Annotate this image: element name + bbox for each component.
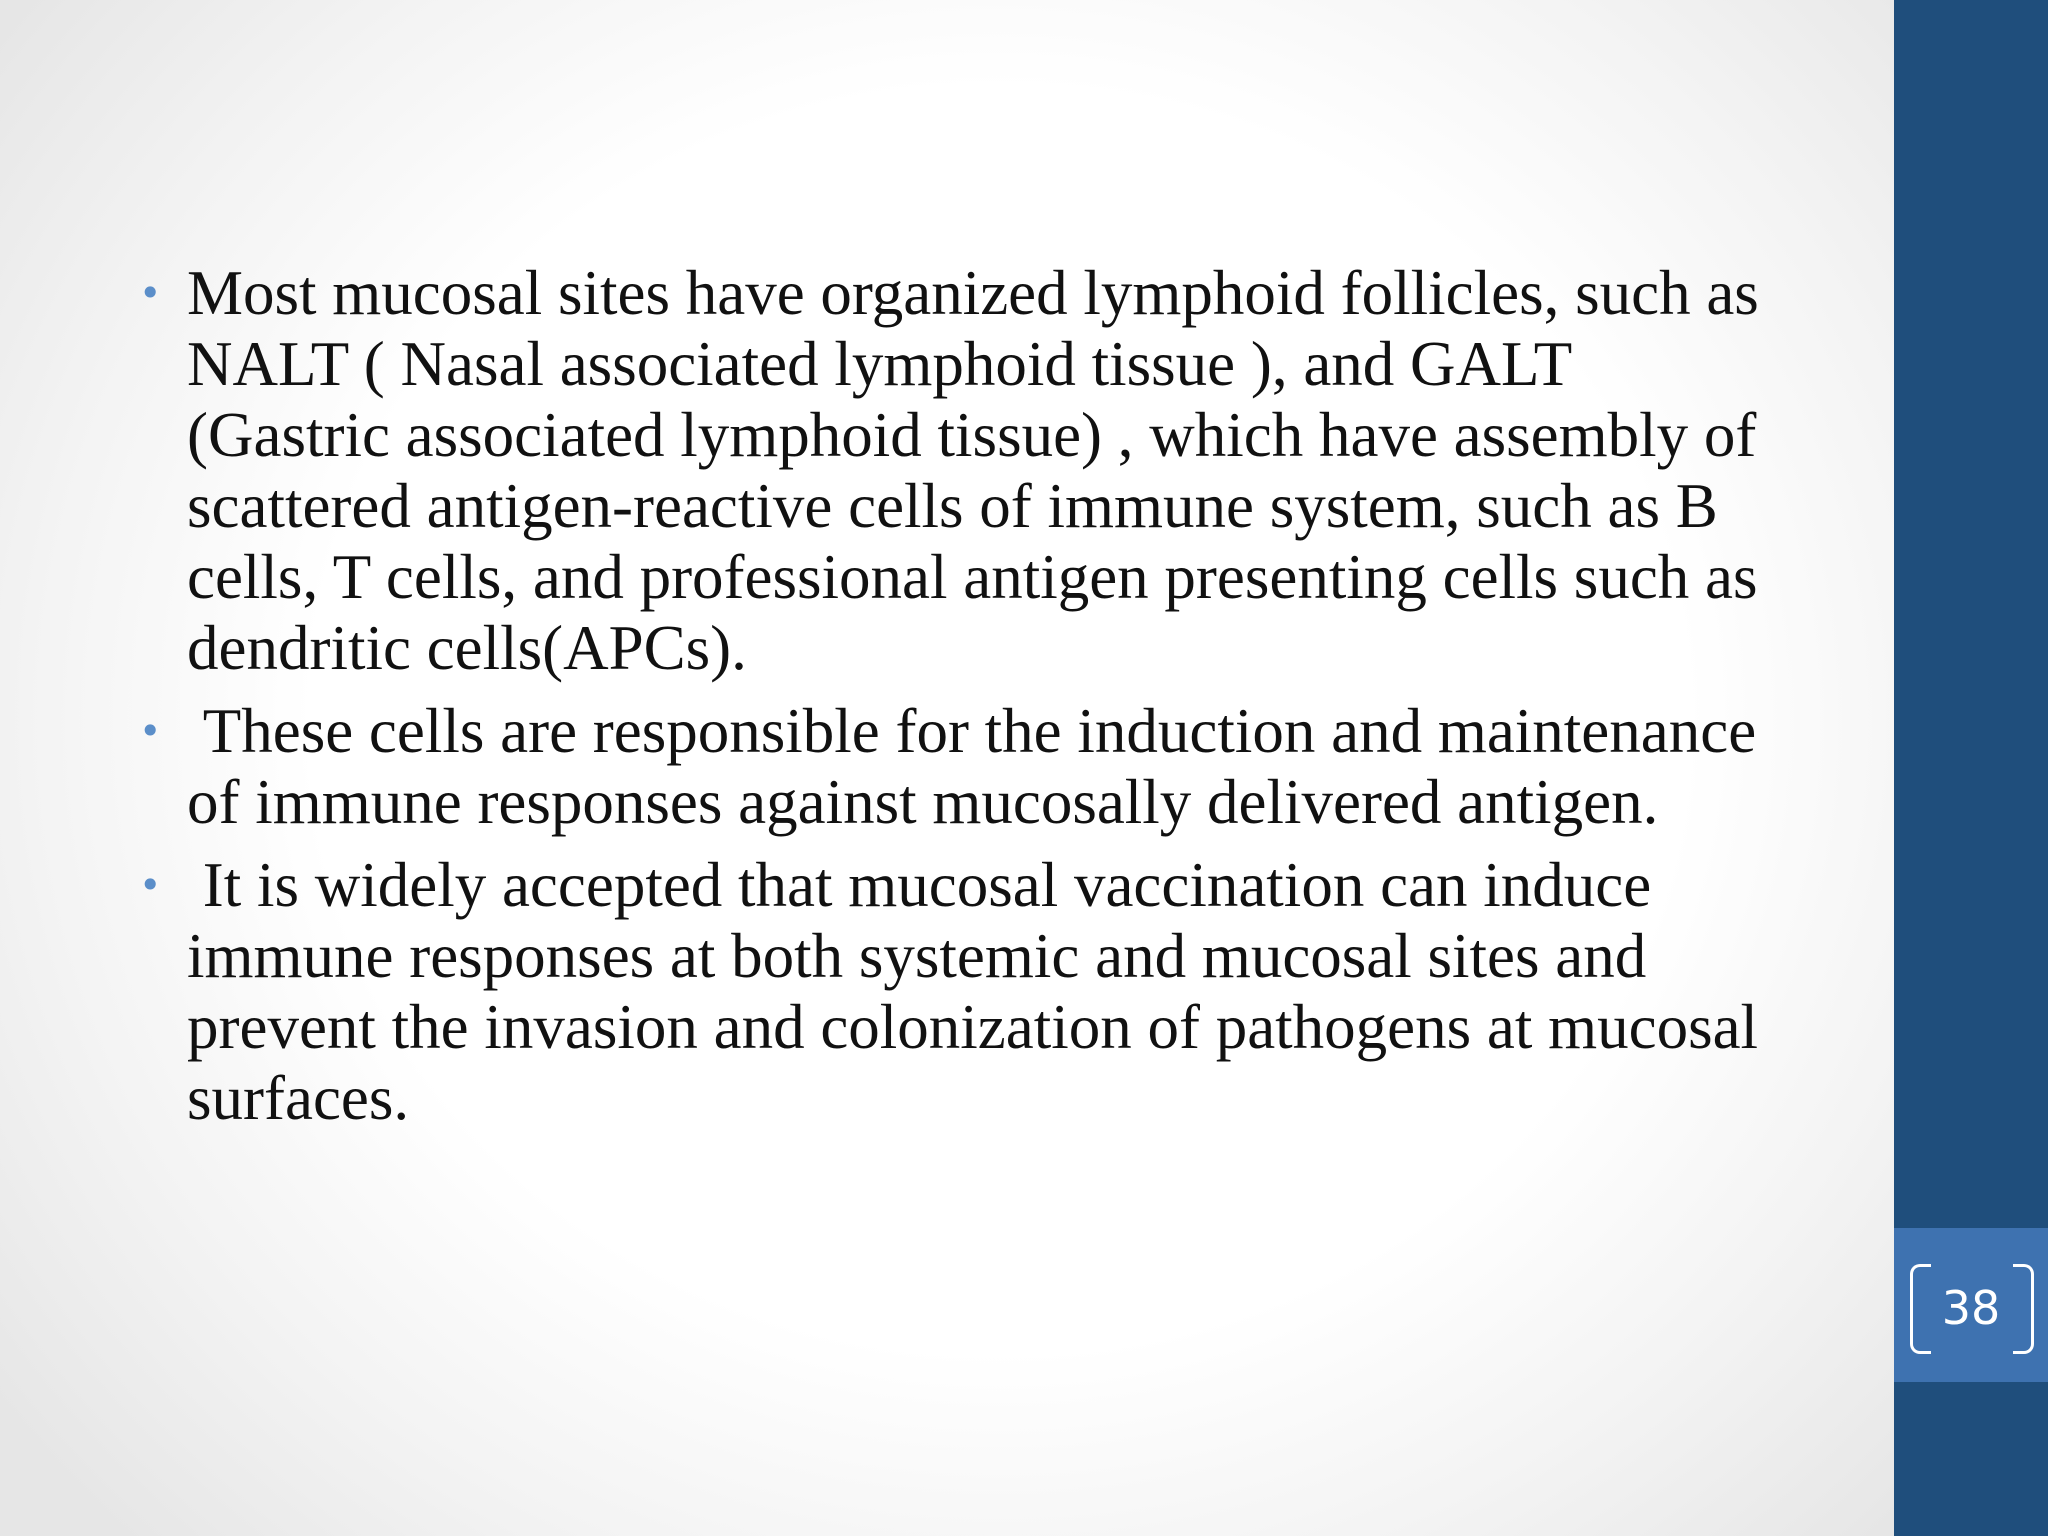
bullet-text: Most mucosal sites have organized lymphoid follicles, such as NALT ( Nasal associated lymphoid tissue ), and GALT (Gastric associated lymphoid tissue) , which have assembly of scattered antigen-reactive cells of immune system, such as B cells, T cells, and professional antigen presenting cells such as dendritic cells(APCs). (187, 258, 1775, 683)
bullet-marker: • (139, 709, 162, 753)
bullet-item (135, 696, 1775, 838)
bullet-item (135, 258, 1775, 684)
slide-content (135, 258, 1775, 1146)
bullet-list (135, 258, 1775, 1134)
bullet-marker: • (139, 271, 162, 315)
bullet-text: It is widely accepted that mucosal vaccination can induce immune responses at both systemic and mucosal sites and prevent the invasion and colonization of pathogens at mucosal surfaces. (187, 850, 1774, 1133)
page-number: 38 (1941, 1281, 2001, 1335)
bullet-text: These cells are responsible for the induction and maintenance of immune responses against mucosally delivered antigen. (187, 696, 1772, 837)
page-number-box (1894, 1228, 2048, 1382)
bullet-marker: • (139, 863, 162, 907)
bullet-item (135, 850, 1775, 1134)
